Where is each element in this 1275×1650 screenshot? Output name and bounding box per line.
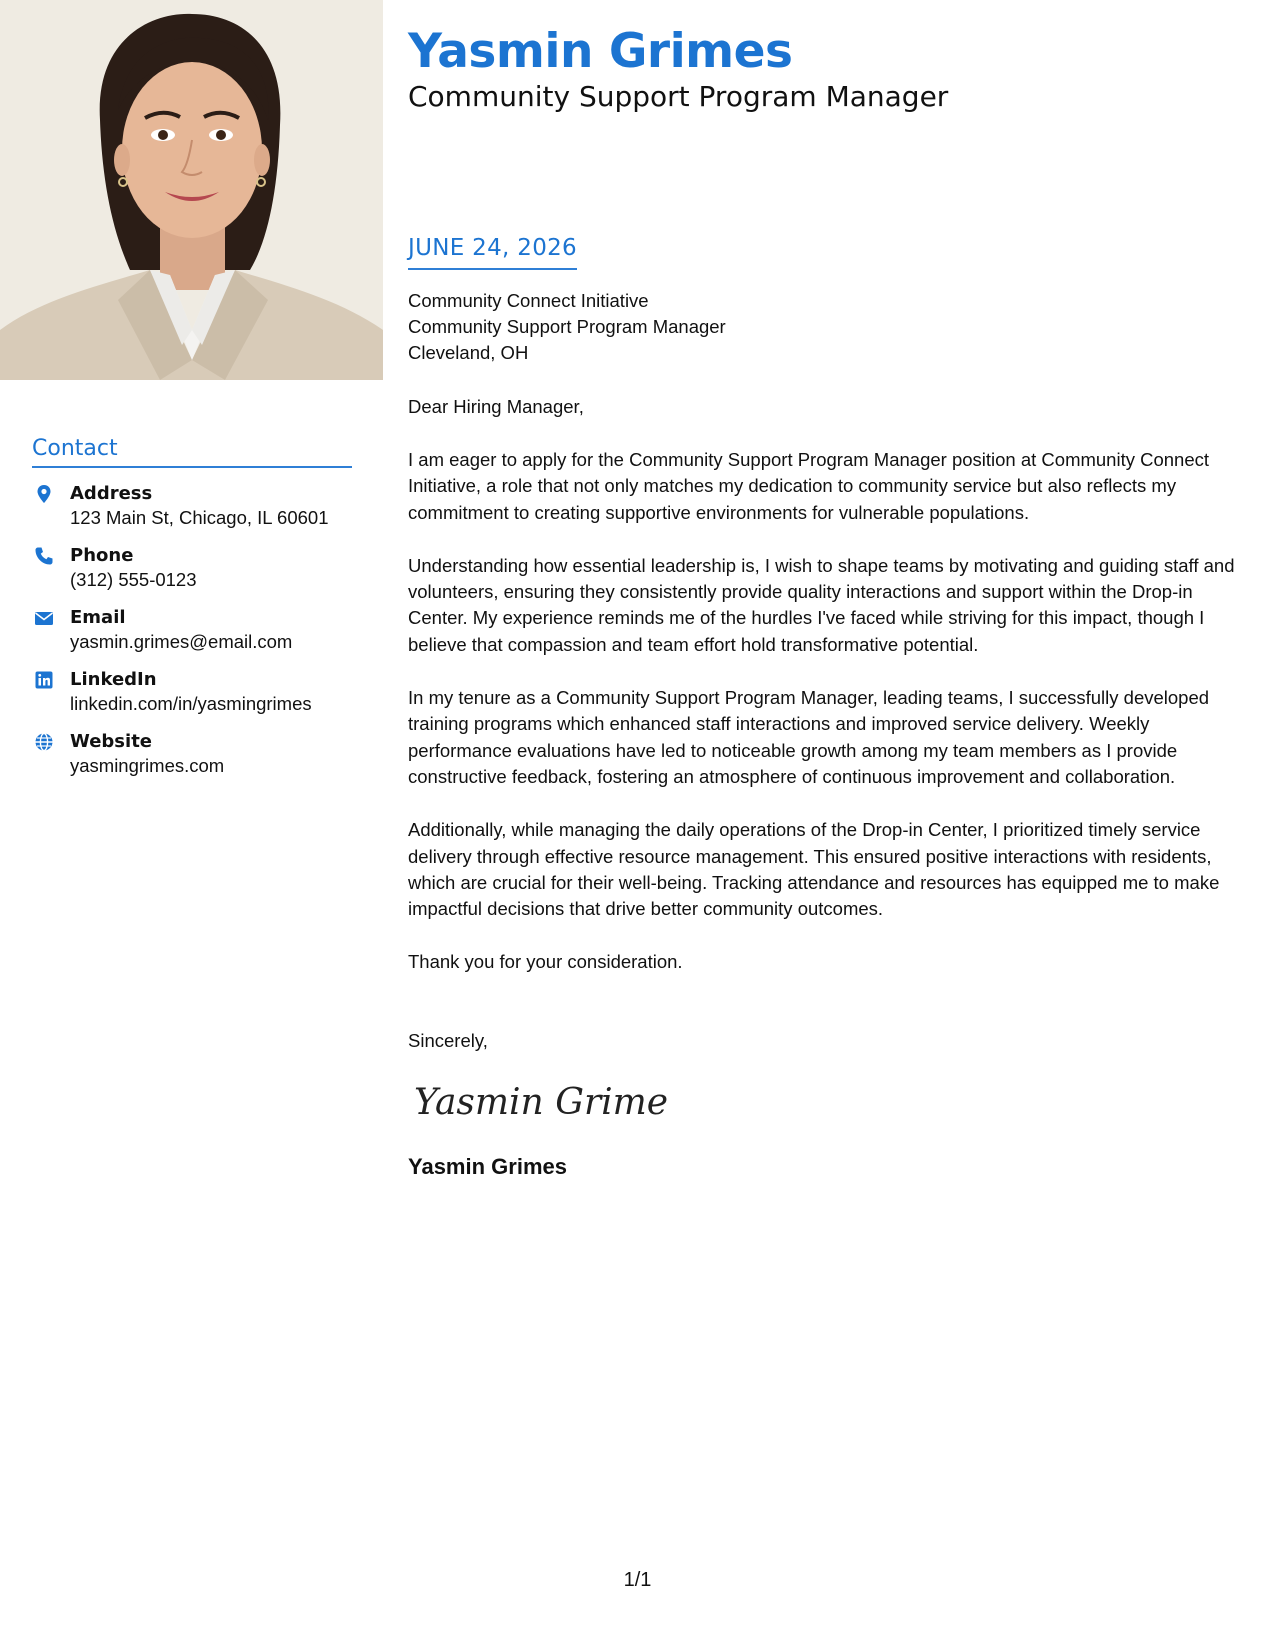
contact-item-website (32, 730, 352, 778)
portrait-illustration (0, 0, 383, 380)
closing-thanks: Thank you for your consideration. (408, 951, 683, 973)
recipient-block (408, 288, 1253, 366)
signer-name: Yasmin Grimes (408, 1154, 567, 1180)
letter-paragraph: In my tenure as a Community Support Program Manager, leading teams, I successfully developed training programs which enhanced staff interactions and improved service delivery. Weekly performance evaluations have led to noticeable growth among my team members as I provide constructive feedback, fostering an atmosphere of continuous improvement and collaboration. (408, 687, 1210, 787)
phone-icon (34, 546, 54, 566)
contact-label: LinkedIn (70, 669, 157, 690)
salutation: Dear Hiring Manager, (408, 396, 584, 417)
map-pin-icon (34, 484, 54, 504)
linkedin-icon (34, 670, 54, 690)
linkedin-value[interactable]: linkedin.com/in/yasmingrimes (70, 693, 312, 714)
email-value[interactable]: yasmin.grimes@email.com (70, 631, 293, 652)
contact-heading: Contact (32, 436, 352, 468)
page-number: 1/1 (623, 1569, 652, 1591)
applicant-name: Yasmin Grimes (408, 24, 793, 79)
website-value[interactable]: yasmingrimes.com (70, 755, 225, 776)
contact-item-linkedin (32, 668, 352, 716)
recipient-location: Cleveland, OH (408, 342, 529, 363)
letter-main (408, 24, 1253, 1181)
letter-paragraph: Understanding how essential leadership is, I wish to shape teams by motivating and guiding staff and volunteers, ensuring they consistently provide quality interactions and support within the Drop-in Center. My experience reminds me of the hurdles I've faced while striving for this impact, though I believe that compassion and team effort hold transformative potential. (408, 554, 1235, 655)
handwritten-signature (408, 1072, 668, 1132)
letter-paragraph: Additionally, while managing the daily operations of the Drop-in Center, I prioritized timely service delivery through effective resource management. This ensured positive interactions with residents, which are crucial for their well-being. Tracking attendance and resources has equipped me to make impactful decisions that drive better community outcomes. (408, 819, 1220, 920)
contact-section (32, 436, 352, 792)
contact-item-phone (32, 544, 352, 592)
letter-paragraph: I am eager to apply for the Community Support Program Manager position at Community Connect Initiative, a role that not only matches my dedication to community service but also reflects my commitment to creating supportive environments for vulnerable populations. (408, 449, 1210, 523)
sign-off: Sincerely, (408, 1030, 488, 1052)
envelope-icon (34, 608, 54, 628)
contact-label: Address (70, 483, 153, 504)
recipient-organization: Community Connect Initiative (408, 290, 649, 311)
contact-list (32, 482, 352, 778)
contact-item-address (32, 482, 352, 530)
contact-label: Website (70, 731, 153, 752)
profile-photo (0, 0, 383, 380)
date-block (408, 234, 577, 270)
contact-label: Phone (70, 545, 134, 566)
signature-text: Yasmin Grimes (414, 1082, 668, 1124)
address-value: 123 Main St, Chicago, IL 60601 (70, 507, 329, 528)
contact-label: Email (70, 607, 126, 628)
globe-icon (34, 732, 54, 752)
recipient-position: Community Support Program Manager (408, 316, 726, 337)
phone-value: (312) 555-0123 (70, 569, 197, 590)
contact-item-email (32, 606, 352, 654)
applicant-title: Community Support Program Manager (408, 80, 949, 113)
letter-date: JUNE 24, 2026 (408, 235, 577, 261)
